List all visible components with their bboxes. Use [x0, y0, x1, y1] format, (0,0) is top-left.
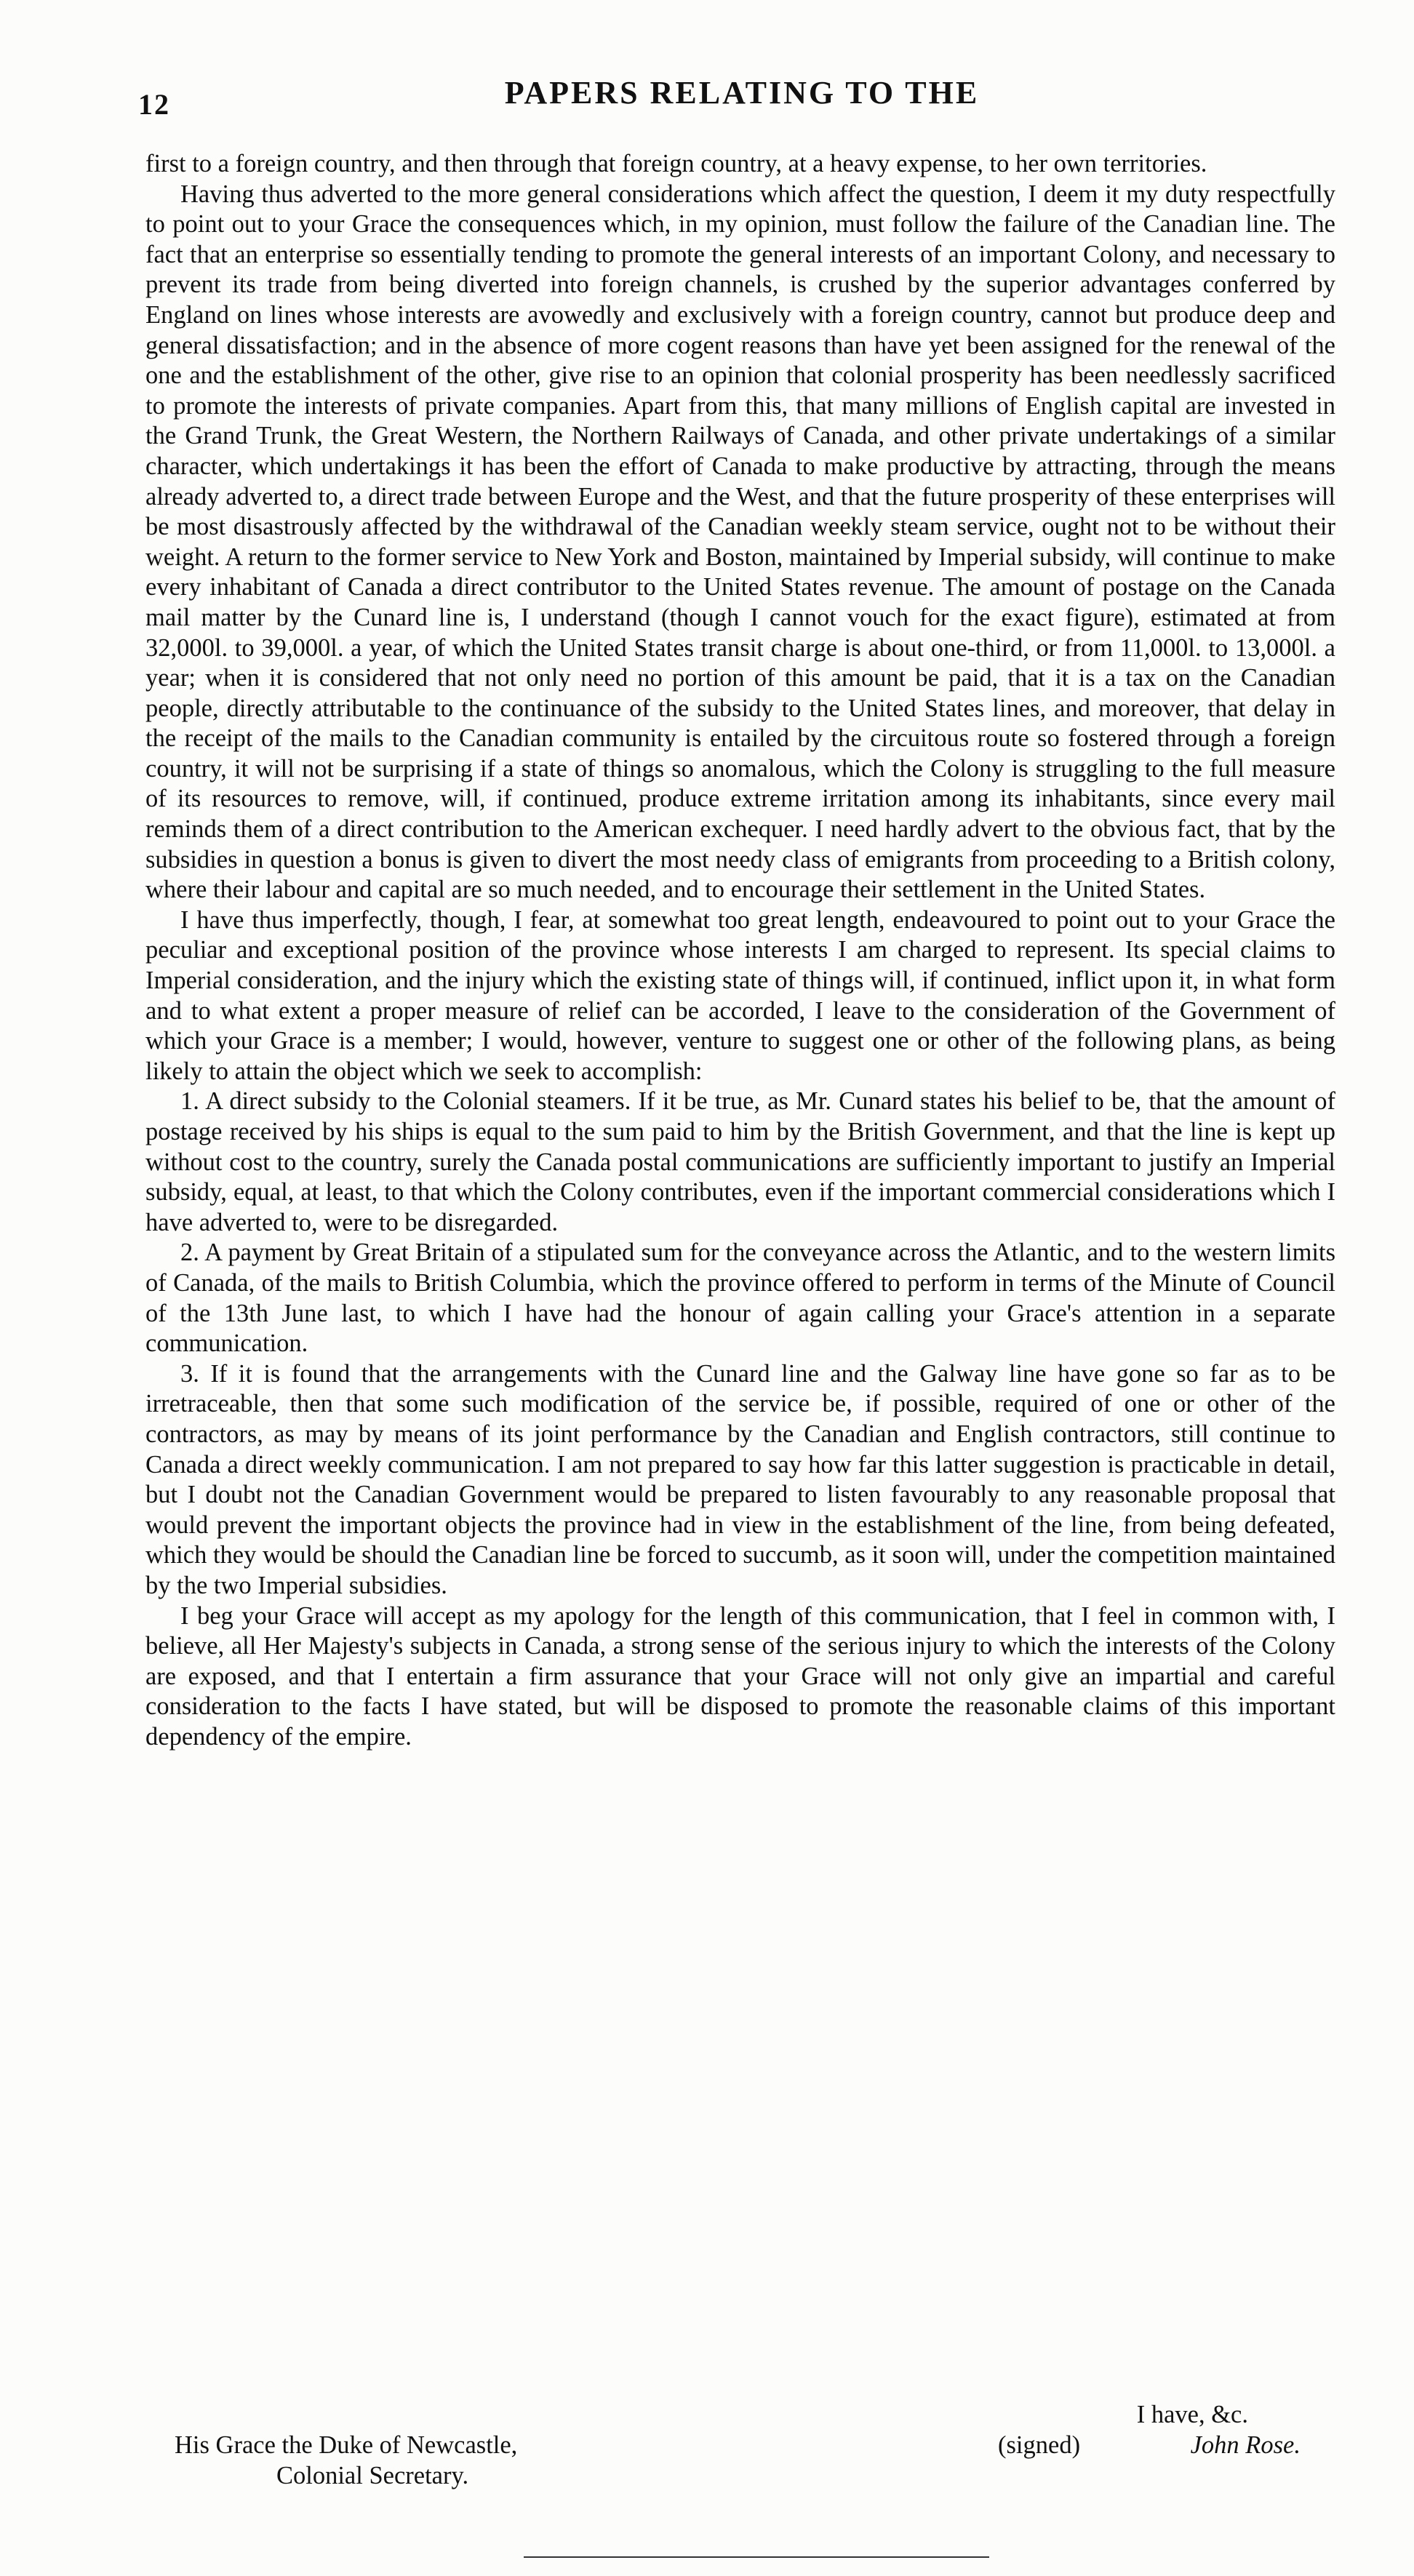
paragraph-proposals-intro: I have thus imperfectly, though, I fear, at somewhat too great length, endeavoured to point out to your Grace the peculiar and exceptional position of the province whose interests I am charged to represent. Its special claims to Imperial consideration, and the injury which the existing state of things will, if continued, inflict upon it, in what form and to what extent a proper measure of relief can be accorded, I leave to the consideration of the Government of which your Grace is a member; I would, however, venture to suggest one or other of the following plans, as being likely to attain the object which we seek to accomplish: — [145, 905, 1335, 1085]
page-header — [138, 74, 1346, 125]
page-number: 12 — [138, 88, 170, 121]
closing-rule — [524, 2556, 989, 2558]
valediction: I have, &c. — [1136, 2401, 1248, 2428]
addressee-title: Colonial Secretary. — [276, 2462, 469, 2489]
paragraph-plan-2: 2. A payment by Great Britain of a stipulated sum for the conveyance across the Atlantic, and to the western limits of Canada, of the mails to British Columbia, which the province offered to perform in terms of the Minute of Council of the 13th June last, to which I have had the honour of again calling your Grace's attention in a separate communication. — [145, 1239, 1335, 1358]
running-head: PAPERS RELATING TO THE — [504, 75, 980, 111]
body-text — [145, 149, 1335, 1752]
paragraph-plan-1: 1. A direct subsidy to the Colonial steamers. If it be true, as Mr. Cunard states his belief to be, that the amount of postage received by his ships is equal to the sum paid to him by the British Government, and that the line is kept up without cost to the country, surely the Canada postal communications are sufficiently important to justify an Imperial subsidy, equal, at least, to that which the Colony contributes, even if the important commercial considerations which I have adverted to, were to be disregarded. — [145, 1087, 1335, 1236]
paragraph-plan-3: 3. If it is found that the arrangements with the Cunard line and the Galway line have gone so far as to be irretraceable, then that some such modification of the service be, if possible, required of one or other of the contractors, as may by means of its joint performance by the Canadian and English contractors, still continue to Canada a direct weekly communication. I am not prepared to say how far this latter suggestion is practicable in detail, but I doubt not the Canadian Government would be prepared to listen favourably to any reasonable proposal that would prevent the important objects the province had in view in the establishment of the line, from being defeated, which they would be should the Canadian line be forced to succumb, as it soon will, under the competition maintained by the two Imperial subsidies. — [145, 1359, 1335, 1599]
paragraph-consequences: Having thus adverted to the more general considerations which affect the question, I deem it my duty respectfully to point out to your Grace the consequences which, in my opinion, must follow the failure of the Canadian line. The fact that an enterprise so essentially tending to promote the general interests of an important Colony, and necessary to prevent its trade from being diverted into foreign channels, is crushed by the superior advantages conferred by England on lines whose interests are avowedly and exclusively with a foreign country, cannot but produce deep and general dissatisfaction; and in the absence of more cogent reasons than have yet been assigned for the renewal of the one and the establishment of the other, give rise to an opinion that colonial prosperity has been needlessly sacrificed to promote the interests of private companies. Apart from this, that many millions of English capital are invested in the Grand Trunk, the Great Western, the Northern Railways of Canada, and other private undertakings of a similar character, which undertakings it has been the effort of Canada to make productive by attracting, through the means already adverted to, a direct trade between Europe and the West, and that the future prosperity of these enterprises will be most disastrously affected by the withdrawal of the Canadian weekly steam service, ought not to be without their weight. A return to the former service to New York and Boston, maintained by Imperial subsidy, will continue to make every inhabitant of Canada a direct contributor to the United States revenue. The amount of postage on the Canada mail matter by the Cunard line is, I understand (though I cannot vouch for the exact figure), estimated at from 32,000l. to 39,000l. a year, of which the United States transit charge is about one-third, or from 11,000l. to 13,000l. a year; when it is considered that not only need no portion of this amount be paid, that it is a tax on the Canadian people, directly attributable to the continuance of the subsidy to the United States lines, and moreover, that delay in the receipt of the mails to the Canadian community is entailed by the circuitous route so fostered through a foreign country, it will not be surprising if a state of things so anomalous, which the Colony is struggling to the full measure of its resources to remove, will, if continued, produce extreme irritation among its inhabitants, since every mail reminds them of a direct contribution to the American exchequer. I need hardly advert to the obvious fact, that by the subsidies in question a bonus is given to divert the most needy class of emigrants from proceeding to a British colony, where their labour and capital are so much needed, and to encourage their settlement in the United States. — [145, 180, 1335, 904]
signed-label: (signed) — [998, 2431, 1081, 2459]
signature: John Rose. — [1190, 2431, 1301, 2459]
paragraph-continuation: first to a foreign country, and then through that foreign country, at a heavy expense, to her own territories. — [145, 150, 1207, 177]
paragraph-apology: I beg your Grace will accept as my apology for the length of this communication, that I feel in common with, I believe, all Her Majesty's subjects in Canada, a strong sense of the serious injury to which the interests of the Colony are exposed, and that I entertain a firm assurance that your Grace will not only give an impartial and careful consideration to the facts I have stated, but will be disposed to promote the reasonable claims of this important dependency of the empire. — [145, 1601, 1335, 1751]
letter-closing — [145, 2400, 1335, 2509]
addressee: His Grace the Duke of Newcastle, — [175, 2431, 518, 2459]
